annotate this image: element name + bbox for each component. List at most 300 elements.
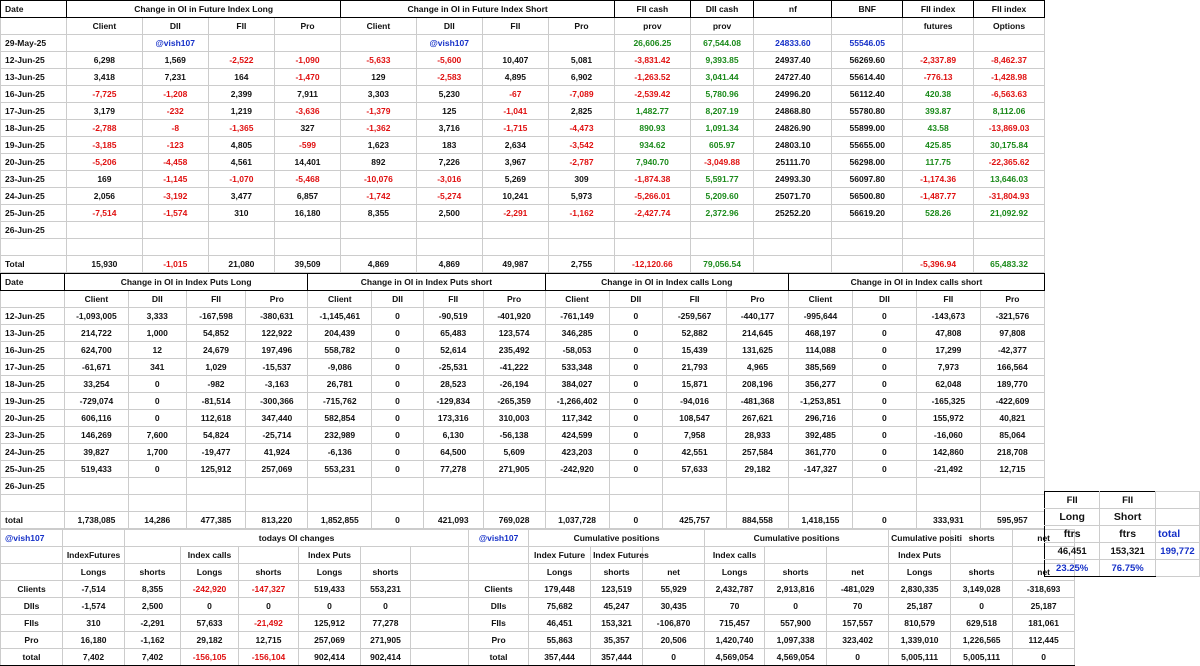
options-cell-15: -21,492 <box>916 461 980 478</box>
position-cell-7 <box>411 598 469 615</box>
options-cell-16: 595,957 <box>980 512 1044 529</box>
options-cell-10: 0 <box>609 410 663 427</box>
position-cell-15: 810,579 <box>889 615 951 632</box>
futures-cell-12: 55899.00 <box>832 120 903 137</box>
position-cell-8: DIIs <box>469 598 529 615</box>
options-cell-9: 533,348 <box>545 359 609 376</box>
title-0: @vish107 <box>1 530 63 547</box>
options-cell-6 <box>372 495 424 512</box>
group-6 <box>361 547 411 564</box>
header-1: Change in OI in Future Index Long <box>67 1 341 18</box>
futures-cell-1 <box>67 239 143 256</box>
futures-row <box>1 137 1045 154</box>
futures-cell-5: -5,633 <box>341 52 417 69</box>
options-cell-8: -26,194 <box>483 376 545 393</box>
futures-cell-7: -67 <box>482 86 548 103</box>
options-cell-16: 218,708 <box>980 444 1044 461</box>
options-row <box>1 308 1045 325</box>
futures-cell-13 <box>903 222 974 239</box>
colhead-10: shorts <box>591 564 643 581</box>
position-cell-11: -106,870 <box>643 615 705 632</box>
position-cell-17: 25,187 <box>1013 598 1075 615</box>
futures-cell-1: 169 <box>67 171 143 188</box>
subheader-14: DII <box>852 291 916 308</box>
group-16 <box>951 547 1013 564</box>
options-cell-5: -9,086 <box>308 359 372 376</box>
options-cell-5: 204,439 <box>308 325 372 342</box>
futures-cell-0: 16-Jun-25 <box>1 86 67 103</box>
position-cell-6: 553,231 <box>361 581 411 598</box>
subheader-14: Options <box>974 18 1045 35</box>
options-cell-2 <box>128 495 186 512</box>
futures-cell-1: 2,056 <box>67 188 143 205</box>
subheader-7: FII <box>482 18 548 35</box>
position-cell-10: 35,357 <box>591 632 643 649</box>
position-row <box>1 615 1075 632</box>
colhead-16: shorts <box>951 564 1013 581</box>
futures-cell-6: @vish107 <box>416 35 482 52</box>
options-cell-11 <box>663 495 727 512</box>
options-cell-6: 0 <box>372 461 424 478</box>
position-cell-5: 257,069 <box>299 632 361 649</box>
futures-cell-2: -4,458 <box>142 154 208 171</box>
futures-cell-11: 24826.90 <box>754 120 832 137</box>
options-cell-2: 14,286 <box>128 512 186 529</box>
options-cell-13: 1,418,155 <box>789 512 853 529</box>
options-cell-13: 392,485 <box>789 427 853 444</box>
options-cell-6: 0 <box>372 410 424 427</box>
subheader-row <box>1 18 1045 35</box>
position-cell-5: 0 <box>299 598 361 615</box>
futures-cell-13: 420.38 <box>903 86 974 103</box>
options-cell-14: 0 <box>852 427 916 444</box>
options-cell-15: 47,808 <box>916 325 980 342</box>
colhead-9: Longs <box>529 564 591 581</box>
options-cell-1: 606,116 <box>64 410 128 427</box>
position-cell-17: -318,693 <box>1013 581 1075 598</box>
subheader-11 <box>754 18 832 35</box>
futures-cell-13: 528.26 <box>903 205 974 222</box>
futures-cell-6: 125 <box>416 103 482 120</box>
options-cell-1: 624,700 <box>64 342 128 359</box>
futures-cell-13: 43.58 <box>903 120 974 137</box>
futures-row <box>1 103 1045 120</box>
options-cell-11 <box>663 478 727 495</box>
futures-cell-11: 25111.70 <box>754 154 832 171</box>
options-cell-15: -143,673 <box>916 308 980 325</box>
futures-cell-10: 2,372.96 <box>690 205 754 222</box>
total-label: total <box>1155 526 1199 543</box>
futures-cell-11: 24803.10 <box>754 137 832 154</box>
futures-cell-7: -2,291 <box>482 205 548 222</box>
futures-cell-8: 5,081 <box>548 52 614 69</box>
fii-short-pct: 76.75% <box>1100 560 1156 577</box>
futures-cell-0: 23-Jun-25 <box>1 171 67 188</box>
colhead-14: net <box>827 564 889 581</box>
options-row <box>1 495 1045 512</box>
colhead-0 <box>1 564 63 581</box>
futures-cell-9: -1,263.52 <box>615 69 691 86</box>
options-cell-4: 41,924 <box>246 444 308 461</box>
options-cell-16: -321,576 <box>980 308 1044 325</box>
group-4 <box>239 547 299 564</box>
position-cell-6: 902,414 <box>361 649 411 666</box>
futures-row <box>1 205 1045 222</box>
subheader-10: prov <box>690 18 754 35</box>
options-cell-3: 112,618 <box>186 410 246 427</box>
options-cell-11: -94,016 <box>663 393 727 410</box>
options-cell-9: -242,920 <box>545 461 609 478</box>
options-cell-9: 423,203 <box>545 444 609 461</box>
position-cell-4: -147,327 <box>239 581 299 598</box>
header-10: DII cash <box>690 1 754 18</box>
options-cell-1: 1,738,085 <box>64 512 128 529</box>
options-cell-15: 62,048 <box>916 376 980 393</box>
futures-cell-0: 25-Jun-25 <box>1 205 67 222</box>
options-cell-4 <box>246 478 308 495</box>
position-cell-12: 715,457 <box>705 615 765 632</box>
group-15: Index Puts <box>889 547 951 564</box>
options-cell-9: 384,027 <box>545 376 609 393</box>
fii-long-value: 46,451 <box>1045 543 1100 560</box>
position-cell-0: total <box>1 649 63 666</box>
options-cell-2: 1,700 <box>128 444 186 461</box>
futures-cell-8: 2,755 <box>548 256 614 273</box>
options-cell-5: -715,762 <box>308 393 372 410</box>
futures-cell-5: -1,362 <box>341 120 417 137</box>
futures-cell-10: 5,209.60 <box>690 188 754 205</box>
futures-cell-12: 56500.80 <box>832 188 903 205</box>
futures-cell-8 <box>548 35 614 52</box>
options-cell-0: total <box>1 512 65 529</box>
options-cell-5 <box>308 478 372 495</box>
colhead-row <box>1 564 1075 581</box>
fii-short-label-2: Short <box>1100 509 1156 526</box>
options-cell-15: 155,972 <box>916 410 980 427</box>
options-cell-1: 33,254 <box>64 376 128 393</box>
futures-cell-11: 24993.30 <box>754 171 832 188</box>
fii-long-label-3: ftrs <box>1045 526 1100 543</box>
position-cell-14: 70 <box>827 598 889 615</box>
options-row <box>1 393 1045 410</box>
futures-cell-6: -5,600 <box>416 52 482 69</box>
options-cell-5: 558,782 <box>308 342 372 359</box>
futures-cell-4 <box>274 222 340 239</box>
futures-cell-14 <box>974 35 1045 52</box>
options-oi-table <box>0 273 1045 529</box>
group-2 <box>125 547 181 564</box>
futures-cell-6: 2,500 <box>416 205 482 222</box>
options-cell-15: 142,860 <box>916 444 980 461</box>
futures-row <box>1 222 1045 239</box>
options-row <box>1 359 1045 376</box>
colhead-2: shorts <box>125 564 181 581</box>
header-11: nf <box>754 1 832 18</box>
futures-cell-3: 21,080 <box>208 256 274 273</box>
subheader-6: DII <box>416 18 482 35</box>
options-cell-13: 385,569 <box>789 359 853 376</box>
futures-cell-9: -3,831.42 <box>615 52 691 69</box>
options-cell-14: 0 <box>852 342 916 359</box>
options-cell-5 <box>308 495 372 512</box>
options-cell-7: -90,519 <box>423 308 483 325</box>
colhead-13: shorts <box>765 564 827 581</box>
options-cell-11: 21,793 <box>663 359 727 376</box>
position-cell-12: 70 <box>705 598 765 615</box>
futures-cell-8: -7,089 <box>548 86 614 103</box>
futures-row <box>1 239 1045 256</box>
futures-cell-10: 5,780.96 <box>690 86 754 103</box>
futures-cell-9: 7,940.70 <box>615 154 691 171</box>
options-cell-4: 347,440 <box>246 410 308 427</box>
futures-cell-1: 15,930 <box>67 256 143 273</box>
futures-cell-4: 7,911 <box>274 86 340 103</box>
options-cell-0: 20-Jun-25 <box>1 410 65 427</box>
position-cell-7 <box>411 615 469 632</box>
futures-row <box>1 188 1045 205</box>
options-row <box>1 325 1045 342</box>
futures-cell-5: 892 <box>341 154 417 171</box>
futures-cell-1: 3,418 <box>67 69 143 86</box>
options-cell-12: 131,625 <box>727 342 789 359</box>
options-cell-11: 42,551 <box>663 444 727 461</box>
futures-cell-11: 25252.20 <box>754 205 832 222</box>
options-cell-13: 114,088 <box>789 342 853 359</box>
options-cell-3: 24,679 <box>186 342 246 359</box>
futures-cell-7: 3,967 <box>482 154 548 171</box>
options-cell-2: 0 <box>128 410 186 427</box>
position-cell-5: 902,414 <box>299 649 361 666</box>
futures-cell-2: -1,574 <box>142 205 208 222</box>
futures-cell-9: -1,874.38 <box>615 171 691 188</box>
options-cell-10: 0 <box>609 342 663 359</box>
colhead-5: Longs <box>299 564 361 581</box>
futures-row <box>1 86 1045 103</box>
position-cell-9: 55,863 <box>529 632 591 649</box>
position-cell-12: 2,432,787 <box>705 581 765 598</box>
position-cell-9: 46,451 <box>529 615 591 632</box>
futures-row <box>1 35 1045 52</box>
options-cell-6: 0 <box>372 342 424 359</box>
futures-cell-1: 3,179 <box>67 103 143 120</box>
futures-cell-7 <box>482 239 548 256</box>
position-cell-4: -156,104 <box>239 649 299 666</box>
colhead-4: shorts <box>239 564 299 581</box>
futures-cell-8: -3,542 <box>548 137 614 154</box>
subheader-12: Pro <box>727 291 789 308</box>
options-cell-9 <box>545 478 609 495</box>
futures-cell-3: 4,805 <box>208 137 274 154</box>
title-2: todays OI changes <box>125 530 469 547</box>
futures-cell-11 <box>754 222 832 239</box>
header-row <box>1 274 1045 291</box>
position-cell-2: 7,402 <box>125 649 181 666</box>
options-cell-1: 519,433 <box>64 461 128 478</box>
options-cell-8 <box>483 495 545 512</box>
subheader-9: Client <box>545 291 609 308</box>
futures-cell-5: 1,623 <box>341 137 417 154</box>
options-cell-14: 0 <box>852 461 916 478</box>
options-cell-2: 7,600 <box>128 427 186 444</box>
group-11 <box>643 547 705 564</box>
futures-cell-0: 20-Jun-25 <box>1 154 67 171</box>
options-cell-5: 232,989 <box>308 427 372 444</box>
futures-cell-9: 26,606.25 <box>615 35 691 52</box>
options-cell-13: 356,277 <box>789 376 853 393</box>
futures-cell-0: Total <box>1 256 67 273</box>
header-5: Change in OI in Future Index Short <box>341 1 615 18</box>
colhead-17: net <box>1013 564 1075 581</box>
options-cell-16: 97,808 <box>980 325 1044 342</box>
options-cell-12: 884,558 <box>727 512 789 529</box>
subheader-5: Client <box>341 18 417 35</box>
futures-cell-14: -13,869.03 <box>974 120 1045 137</box>
futures-cell-2: 1,569 <box>142 52 208 69</box>
options-cell-3: -167,598 <box>186 308 246 325</box>
options-cell-8: 5,609 <box>483 444 545 461</box>
options-cell-10: 0 <box>609 325 663 342</box>
options-cell-3: 1,029 <box>186 359 246 376</box>
title-row <box>1 530 1075 547</box>
futures-cell-13: 117.75 <box>903 154 974 171</box>
options-row <box>1 461 1045 478</box>
position-cell-16: 5,005,111 <box>951 649 1013 666</box>
options-cell-9: -1,266,402 <box>545 393 609 410</box>
futures-cell-2: -1,208 <box>142 86 208 103</box>
futures-cell-14: -31,804.93 <box>974 188 1045 205</box>
options-cell-2: 0 <box>128 461 186 478</box>
futures-cell-4 <box>274 35 340 52</box>
options-cell-6: 0 <box>372 359 424 376</box>
position-cell-17: 0 <box>1013 649 1075 666</box>
group-0 <box>1 547 63 564</box>
options-cell-2: 0 <box>128 376 186 393</box>
futures-cell-7: 49,987 <box>482 256 548 273</box>
options-cell-1: -61,671 <box>64 359 128 376</box>
header-13: FII index <box>903 1 974 18</box>
options-cell-5: 553,231 <box>308 461 372 478</box>
header-row <box>1 1 1045 18</box>
options-cell-4 <box>246 495 308 512</box>
options-cell-6: 0 <box>372 376 424 393</box>
fii-long-label-2: Long <box>1045 509 1100 526</box>
colhead-11: net <box>643 564 705 581</box>
options-row <box>1 342 1045 359</box>
position-cell-6: 0 <box>361 598 411 615</box>
futures-cell-1: 6,298 <box>67 52 143 69</box>
options-cell-14: 0 <box>852 410 916 427</box>
options-cell-7: 6,130 <box>423 427 483 444</box>
position-cell-1: 310 <box>63 615 125 632</box>
group-8 <box>469 547 529 564</box>
futures-cell-11 <box>754 256 832 273</box>
futures-cell-1: -7,725 <box>67 86 143 103</box>
options-cell-4: 122,922 <box>246 325 308 342</box>
futures-cell-12: 56298.00 <box>832 154 903 171</box>
header-1: Change in OI in Index Puts Long <box>64 274 307 291</box>
options-cell-2: 3,333 <box>128 308 186 325</box>
options-cell-6: 0 <box>372 393 424 410</box>
options-cell-9: 117,342 <box>545 410 609 427</box>
futures-cell-7: 5,269 <box>482 171 548 188</box>
futures-cell-0: 24-Jun-25 <box>1 188 67 205</box>
position-cell-14: -481,029 <box>827 581 889 598</box>
futures-cell-3: 3,477 <box>208 188 274 205</box>
options-cell-13 <box>789 495 853 512</box>
position-cell-8: total <box>469 649 529 666</box>
group-5: Index Puts <box>299 547 361 564</box>
futures-cell-0: 26-Jun-25 <box>1 222 67 239</box>
futures-cell-8 <box>548 222 614 239</box>
futures-cell-8: -4,473 <box>548 120 614 137</box>
options-cell-14: 0 <box>852 308 916 325</box>
futures-cell-0: 19-Jun-25 <box>1 137 67 154</box>
futures-cell-0: 12-Jun-25 <box>1 52 67 69</box>
options-cell-9: 1,037,728 <box>545 512 609 529</box>
futures-cell-4: -1,090 <box>274 52 340 69</box>
options-cell-7: 421,093 <box>423 512 483 529</box>
options-cell-13: -995,644 <box>789 308 853 325</box>
futures-cell-6: 4,869 <box>416 256 482 273</box>
options-cell-16: -42,377 <box>980 342 1044 359</box>
futures-cell-5: 4,869 <box>341 256 417 273</box>
fii-long-pct: 23.25% <box>1045 560 1100 577</box>
futures-cell-6 <box>416 239 482 256</box>
options-row <box>1 376 1045 393</box>
title-15: Cumulative positi <box>889 530 951 547</box>
options-cell-14 <box>852 495 916 512</box>
group-1: IndexFutures <box>63 547 125 564</box>
position-cell-2: 8,355 <box>125 581 181 598</box>
position-cell-0: DIIs <box>1 598 63 615</box>
subheader-1: Client <box>67 18 143 35</box>
futures-cell-4: 327 <box>274 120 340 137</box>
position-cell-14: 157,557 <box>827 615 889 632</box>
options-cell-8: 123,574 <box>483 325 545 342</box>
options-cell-6: 0 <box>372 427 424 444</box>
futures-cell-8: 309 <box>548 171 614 188</box>
futures-cell-3: 310 <box>208 205 274 222</box>
futures-cell-12: 55546.05 <box>832 35 903 52</box>
futures-cell-3: 2,399 <box>208 86 274 103</box>
subheader-4: Pro <box>246 291 308 308</box>
options-cell-14: 0 <box>852 376 916 393</box>
options-cell-10 <box>609 495 663 512</box>
options-cell-9: 424,599 <box>545 427 609 444</box>
options-cell-2: 0 <box>128 393 186 410</box>
futures-cell-14: 30,175.84 <box>974 137 1045 154</box>
title-8: @vish107 <box>469 530 529 547</box>
position-cell-1: 16,180 <box>63 632 125 649</box>
position-cell-13: 1,097,338 <box>765 632 827 649</box>
futures-cell-5 <box>341 222 417 239</box>
position-cell-12: 4,569,054 <box>705 649 765 666</box>
futures-cell-8: 6,902 <box>548 69 614 86</box>
position-row <box>1 581 1075 598</box>
position-cell-1: 7,402 <box>63 649 125 666</box>
futures-cell-9: -5,266.01 <box>615 188 691 205</box>
futures-cell-14: 21,092.92 <box>974 205 1045 222</box>
position-row <box>1 649 1075 666</box>
position-cell-13: 2,913,816 <box>765 581 827 598</box>
futures-row <box>1 52 1045 69</box>
group-9: Index Future <box>529 547 591 564</box>
header-0: Date <box>1 1 67 18</box>
options-cell-10: 0 <box>609 308 663 325</box>
group-14 <box>827 547 889 564</box>
options-cell-15: 7,973 <box>916 359 980 376</box>
futures-cell-10: 5,591.77 <box>690 171 754 188</box>
